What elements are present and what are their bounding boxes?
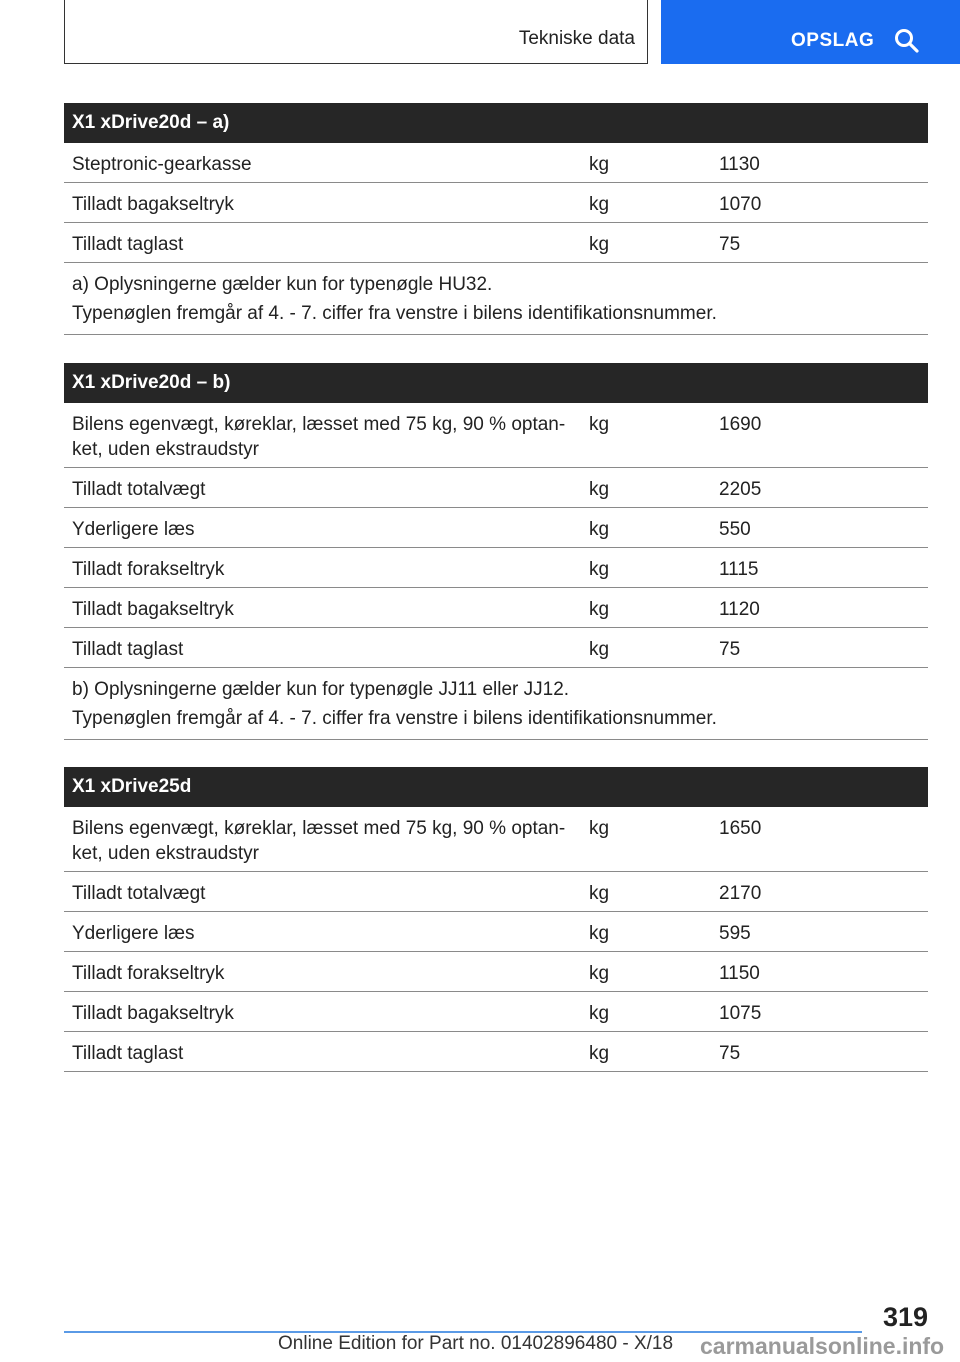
row-value: 75 (719, 1043, 741, 1064)
row-label: Bilens egenvægt, køreklar, læsset med 75 kg, 90 % optan-ket, uden ekstraudstyr (72, 414, 566, 460)
note-line: Typenøglen fremgår af 4. - 7. ciffer fra venstre i bilens identifikationsnummer. (72, 303, 717, 324)
row-value: 595 (719, 923, 751, 944)
table-note (64, 668, 928, 740)
row-value: 75 (719, 234, 741, 255)
table-row (64, 912, 928, 952)
row-unit: kg (589, 414, 610, 435)
row-unit: kg (589, 818, 610, 839)
spec-table-x1-xdrive20d-b (64, 363, 928, 740)
row-value: 2170 (719, 883, 762, 904)
row-label: Tilladt taglast (72, 639, 184, 660)
note-line: b) Oplysningerne gælder kun for typenøgle JJ11 eller JJ12. (72, 679, 570, 700)
row-value: 75 (719, 639, 741, 660)
row-unit: kg (589, 883, 610, 904)
page-number: 319 (882, 1302, 928, 1332)
note-line: Typenøglen fremgår af 4. - 7. ciffer fra venstre i bilens identifikationsnummer. (72, 708, 717, 729)
table-row (64, 468, 928, 508)
row-value: 550 (719, 519, 751, 540)
table-row (64, 872, 928, 912)
row-unit: kg (589, 154, 610, 175)
edition-text: Online Edition for Part no. 01402896480 - X/18 (278, 1333, 674, 1354)
row-label: Tilladt forakseltryk (72, 559, 225, 580)
row-label: Bilens egenvægt, køreklar, læsset med 75 kg, 90 % optan-ket, uden ekstraudstyr (72, 818, 566, 864)
table-title: X1 xDrive20d – a) (64, 103, 928, 143)
row-label: Tilladt taglast (72, 1043, 184, 1064)
row-value: 1075 (719, 1003, 762, 1024)
row-value: 1150 (719, 963, 760, 984)
row-unit: kg (589, 639, 610, 660)
row-unit: kg (589, 194, 610, 215)
row-unit: kg (589, 1043, 610, 1064)
table-row (64, 628, 928, 668)
row-unit: kg (589, 599, 610, 620)
row-value: 2205 (719, 479, 762, 500)
table-row (64, 1032, 928, 1072)
row-value: 1070 (719, 194, 762, 215)
lookup-button[interactable] (661, 0, 960, 64)
search-icon (894, 28, 920, 54)
row-unit: kg (589, 559, 610, 580)
row-label: Tilladt totalvægt (72, 479, 206, 500)
table-title: X1 xDrive20d – b) (64, 363, 928, 403)
row-value: 1115 (719, 559, 759, 580)
row-label: Tilladt bagakseltryk (72, 1003, 234, 1024)
note-line: a) Oplysningerne gælder kun for typenøgle HU32. (72, 274, 493, 295)
spec-table-x1-xdrive25d (64, 767, 928, 1072)
row-value: 1690 (719, 414, 762, 435)
row-unit: kg (589, 479, 610, 500)
row-label: Tilladt forakseltryk (72, 963, 225, 984)
spec-table-x1-xdrive20d-a (64, 103, 928, 335)
table-row (64, 807, 928, 872)
table-title: X1 xDrive25d (64, 767, 928, 807)
row-label: Tilladt totalvægt (72, 883, 206, 904)
table-row (64, 183, 928, 223)
row-label: Yderligere læs (72, 519, 195, 540)
row-label: Tilladt bagakseltryk (72, 194, 234, 215)
header-section-box (64, 0, 648, 64)
row-label: Tilladt bagakseltryk (72, 599, 234, 620)
table-row (64, 588, 928, 628)
site-watermark: carmanualsonline.info (700, 1333, 945, 1359)
row-value: 1130 (719, 154, 760, 175)
row-unit: kg (589, 234, 610, 255)
table-row (64, 952, 928, 992)
row-label: Yderligere læs (72, 923, 195, 944)
row-unit: kg (589, 963, 610, 984)
row-label: Steptronic-gearkasse (72, 154, 252, 175)
row-unit: kg (589, 923, 610, 944)
table-row (64, 508, 928, 548)
table-row (64, 143, 928, 183)
table-row (64, 403, 928, 468)
table-row (64, 548, 928, 588)
section-title: Tekniske data (518, 28, 635, 49)
lookup-label: OPSLAG (791, 30, 875, 51)
row-value: 1650 (719, 818, 762, 839)
table-row (64, 223, 928, 263)
row-value: 1120 (719, 599, 760, 620)
row-label: Tilladt taglast (72, 234, 184, 255)
row-unit: kg (589, 519, 610, 540)
table-row (64, 992, 928, 1032)
table-note (64, 263, 928, 335)
row-unit: kg (589, 1003, 610, 1024)
